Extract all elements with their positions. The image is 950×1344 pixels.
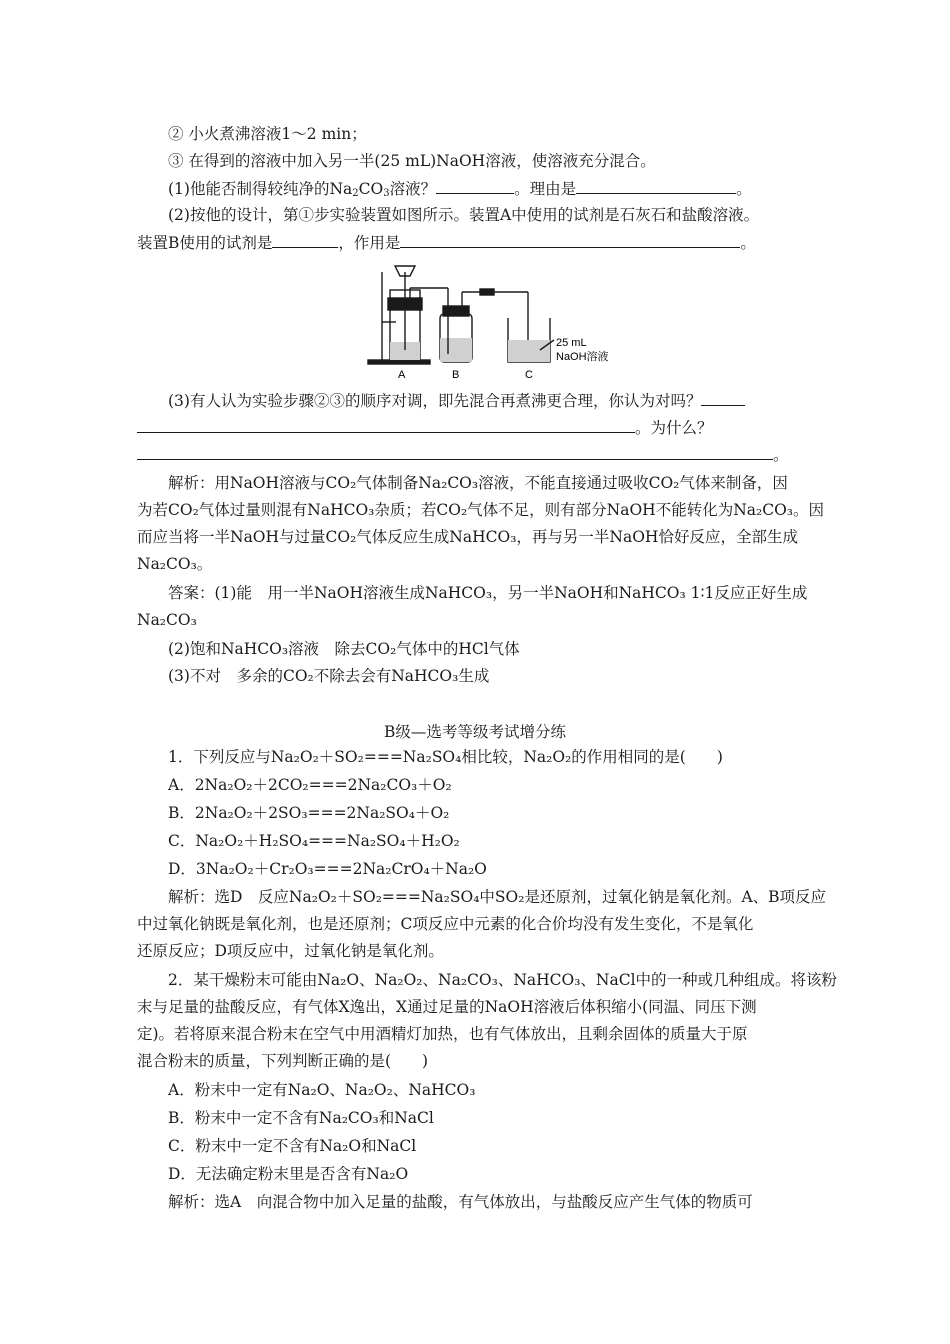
answer-blank[interactable] <box>400 232 740 248</box>
problem-1-analysis: 解析：选D 反应Na₂O₂＋SO₂===Na₂SO₄中SO₂是还原剂，过氧化钠是氧化剂。A、B项反应 <box>168 888 827 906</box>
answer-blank[interactable] <box>137 444 773 460</box>
analysis-line: 而应当将一半NaOH与过量CO₂气体反应生成NaHCO₃，再与另一半NaOH恰好反应，全部生成 <box>137 528 798 546</box>
answer-line: (3)不对 多余的CO₂不除去会有NaHCO₃生成 <box>168 667 490 685</box>
answer-line: 答案：(1)能 用一半NaOH溶液生成NaHCO₃，另一半NaOH和NaHCO₃ 1∶1反应正好生成 <box>168 584 808 602</box>
problem-1-analysis: 中过氧化钠既是氧化剂，也是还原剂；C项反应中元素的化合价均没有发生变化，不是氧化 <box>137 915 754 933</box>
question-3-line-2: 。为什么？ <box>137 417 827 438</box>
problem-2-stem: 2．某干燥粉末可能由Na₂O、Na₂O₂、Na₂CO₃、NaHCO₃、NaCl中的一种或几种组成。将该粉 <box>168 971 838 989</box>
analysis-line: 解析：用NaOH溶液与CO₂气体制备Na₂CO₃溶液，不能直接通过吸收CO₂气体来制备，因 <box>168 474 788 492</box>
answer-blank[interactable] <box>701 390 745 406</box>
question-2-line-2: 装置B使用的试剂是 ，作用是 。 <box>137 234 756 252</box>
answer-blank[interactable] <box>436 178 514 194</box>
question-2-line-1: (2)按他的设计，第①步实验装置如图所示。装置A中使用的试剂是石灰石和盐酸溶液。 <box>168 206 760 224</box>
answer-blank[interactable] <box>272 232 338 248</box>
answer-blank[interactable] <box>137 417 635 433</box>
problem-2-stem: 末与足量的盐酸反应，有气体X逸出，X通过足量的NaOH溶液后体积缩小(同温、同压下测 <box>137 998 757 1016</box>
problem-1-option-a: A．2Na₂O₂＋2CO₂===2Na₂CO₃＋O₂ <box>168 776 452 794</box>
answer-line: (2)饱和NaHCO₃溶液 除去CO₂气体中的HCl气体 <box>168 640 520 658</box>
question-3-line-3: 。 <box>137 444 827 465</box>
problem-2-option-d: D．无法确定粉末里是否含有Na₂O <box>168 1165 409 1183</box>
problem-2-option-a: A．粉末中一定有Na₂O、Na₂O₂、NaHCO₃ <box>168 1081 476 1099</box>
answer-blank[interactable] <box>576 178 736 194</box>
step-2: ② 小火煮沸溶液1～2 min； <box>168 125 367 143</box>
problem-1-analysis: 还原反应；D项反应中，过氧化钠是氧化剂。 <box>137 942 444 960</box>
problem-2-analysis: 解析：选A 向混合物中加入足量的盐酸，有气体放出，与盐酸反应产生气体的物质可 <box>168 1193 753 1211</box>
volume-label: 25 mL <box>556 337 587 349</box>
solution-label: NaOH溶液 <box>556 351 609 363</box>
problem-1-option-d: D．3Na₂O₂＋Cr₂O₃===2Na₂CrO₄＋Na₂O <box>168 860 487 878</box>
analysis-line: Na₂CO₃。 <box>137 555 213 573</box>
question-1: (1)他能否制得较纯净的$Na_2CO_3$溶液？ 。理由是 。 <box>168 180 752 199</box>
problem-1-option-c: C．Na₂O₂＋H₂SO₄===Na₂SO₄＋H₂O₂ <box>168 832 460 850</box>
label-b: B <box>452 369 460 381</box>
problem-2-stem: 混合粉末的质量，下列判断正确的是( ) <box>137 1052 429 1070</box>
apparatus-a <box>368 266 448 364</box>
label-a: A <box>398 369 406 381</box>
analysis-line: 为若CO₂气体过量则混有NaHCO₃杂质；若CO₂气体不足，则有部分NaOH不能转化为Na₂CO₃。因 <box>137 501 824 519</box>
problem-2-stem: 定)。若将原来混合粉末在空气中用酒精灯加热，也有气体放出，且剩余固体的质量大于原 <box>137 1025 748 1043</box>
apparatus-c <box>508 318 554 362</box>
section-title: B级—选考等级考试增分练 <box>384 723 566 741</box>
apparatus-figure <box>360 262 630 384</box>
answer-line: Na₂CO₃ <box>137 611 197 629</box>
label-c: C <box>525 369 533 381</box>
problem-2-option-b: B．粉末中一定不含有Na₂CO₃和NaCl <box>168 1109 434 1127</box>
question-3-line-1: (3)有人认为实验步骤②③的顺序对调，即先混合再煮沸更合理，你认为对吗？ <box>168 390 828 411</box>
problem-2-option-c: C．粉末中一定不含有Na₂O和NaCl <box>168 1137 417 1155</box>
problem-1-stem: 1．下列反应与Na₂O₂＋SO₂===Na₂SO₄相比较，Na₂O₂的作用相同的是( ) <box>168 748 723 766</box>
step-3: ③ 在得到的溶液中加入另一半(25 mL)NaOH溶液，使溶液充分混合。 <box>168 152 656 170</box>
problem-1-option-b: B．2Na₂O₂＋2SO₃===2Na₂SO₄＋O₂ <box>168 804 450 822</box>
